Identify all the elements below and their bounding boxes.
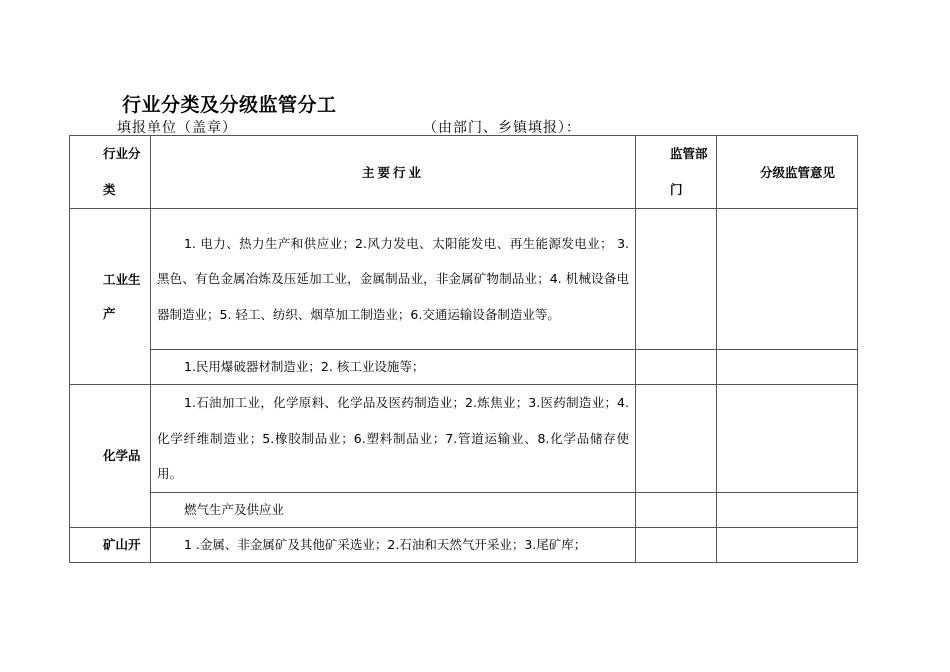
dept-cell [636,209,717,350]
industry-list: 1.石油加工业，化学原料、化学品及医药制造业；2.炼焦业；3.医药制造业；4.化学纤维制造业；5.橡胶制品业；6.塑料制品业；7.管道运输业、8.化学品储存使用。 [151,385,636,493]
category-industrial-line1: 工业生 [103,271,141,287]
opinion-cell [717,385,858,493]
category-chemical: 化学品 [70,385,151,528]
header-dept-line1: 监管部 [670,146,708,161]
header-dept [636,136,717,209]
opinion-cell [717,527,858,562]
dept-cell [636,350,717,385]
industry-list: 1.民用爆破器材制造业；2. 核工业设施等； [151,350,636,385]
industry-list: 1 .金属、非金属矿及其他矿采选业；2.石油和天然气开采业；3.尾矿库； [151,527,636,562]
dept-cell [636,492,717,527]
classification-table [69,135,858,563]
header-row [70,136,858,209]
header-category-line1: 行业分 [103,146,141,161]
table-row [70,527,858,562]
fill-note-label: （由部门、乡镇填报）： [423,120,581,136]
table-row [70,209,858,350]
table-row [70,492,858,527]
industry-list: 燃气生产及供应业 [151,492,636,527]
document-title: 行业分类及分级监管分工 [122,94,337,116]
opinion-cell [717,492,858,527]
category-industrial-line2: 产 [103,305,116,321]
table-row [70,350,858,385]
header-category [70,136,151,209]
opinion-cell [717,350,858,385]
header-dept-line2: 门 [670,182,683,197]
fill-unit-label: 填报单位（盖章） [117,120,237,136]
dept-cell [636,385,717,493]
dept-cell [636,527,717,562]
header-opinion: 分级监管意见 [717,136,858,209]
category-mining: 矿山开 [70,527,151,562]
category-industrial [70,209,151,385]
header-main-industry: 主要行业 [151,136,636,209]
header-category-line2: 类 [103,182,116,197]
industry-list: 1. 电力、热力生产和供应业；2.风力发电、太阳能发电、再生能源发电业； 3. 黑色、有色金属冶炼及压延加工业，金属制品业，非金属矿物制品业；4. 机械设备电器制造业；5. 轻工、纺织、烟草加工制造业；6.交通运输设备制造业等。 [151,209,636,350]
table-row [70,385,858,493]
opinion-cell [717,209,858,350]
